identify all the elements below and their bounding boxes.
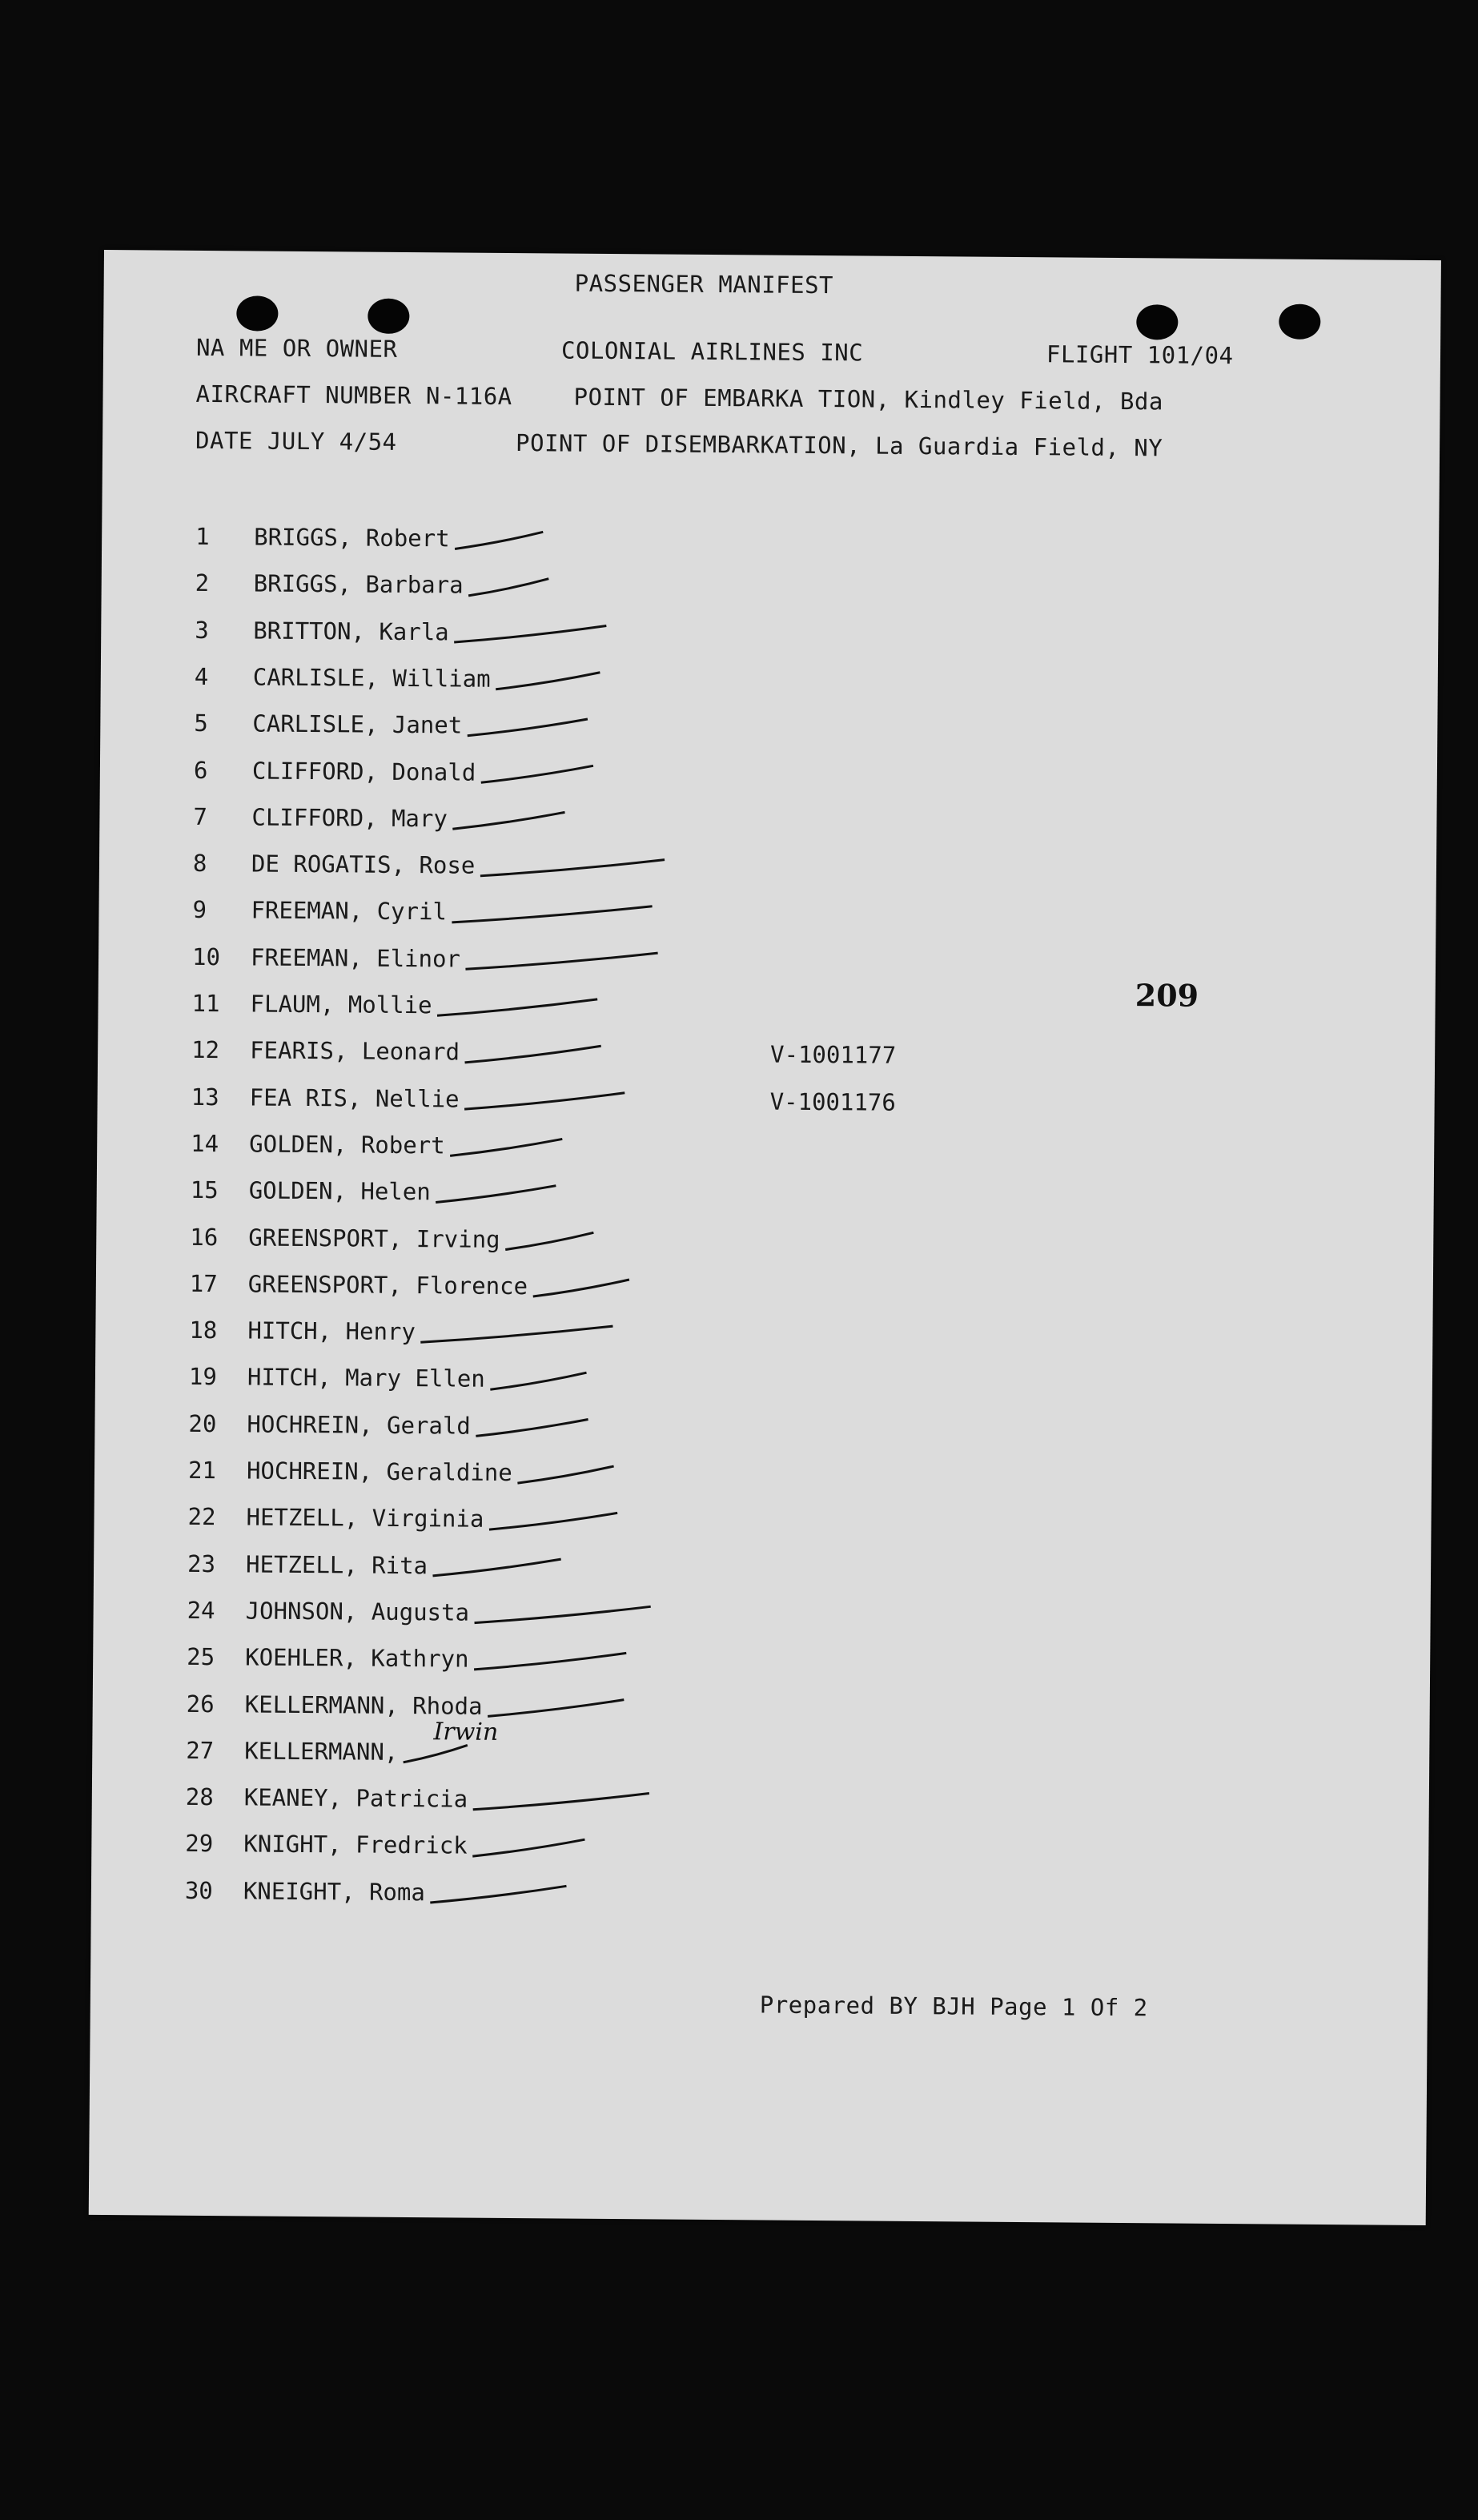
- visa-number: V-1001176: [769, 1087, 896, 1116]
- passenger-name: KOEHLER, Kathryn: [245, 1643, 469, 1673]
- row-number: 29: [185, 1830, 214, 1858]
- passenger-name: DE ROGATIS, Rose: [251, 850, 476, 879]
- row-number: 26: [186, 1690, 215, 1718]
- passenger-name: GOLDEN, Robert: [249, 1130, 445, 1160]
- row-number: 5: [194, 709, 208, 738]
- check-mark: [433, 1558, 561, 1577]
- check-mark: [464, 1091, 625, 1111]
- passenger-name: BRIGGS, Barbara: [253, 569, 464, 599]
- passenger-name: FREEMAN, Cyril: [251, 896, 448, 926]
- check-mark: [450, 1138, 562, 1156]
- check-mark: [465, 951, 657, 971]
- visa-number: V-1001177: [770, 1040, 897, 1070]
- row-number: 18: [189, 1316, 218, 1344]
- check-mark: [452, 811, 564, 830]
- row-number: 13: [191, 1083, 219, 1111]
- check-mark: [465, 1045, 601, 1063]
- check-mark: [454, 625, 606, 643]
- row-number: 25: [187, 1643, 215, 1671]
- row-number: 16: [190, 1223, 219, 1251]
- row-number: 11: [191, 989, 220, 1018]
- row-number: 12: [191, 1036, 220, 1064]
- row-number: 19: [188, 1363, 218, 1391]
- row-number: 9: [192, 896, 207, 924]
- check-mark: [476, 1418, 588, 1437]
- check-mark: [468, 718, 588, 737]
- passenger-name: FREEMAN, Elinor: [250, 943, 461, 973]
- passenger-name: KEANEY, Patricia: [243, 1783, 468, 1813]
- row-number: 2: [195, 569, 210, 597]
- row-number: 8: [192, 849, 207, 878]
- check-mark: [533, 1279, 629, 1297]
- check-mark: [452, 905, 652, 924]
- passenger-name: FEA RIS, Nellie: [249, 1083, 460, 1113]
- check-mark: [475, 1606, 651, 1625]
- passenger-name: CLIFFORD, Donald: [251, 756, 476, 786]
- row-number: 7: [193, 802, 208, 830]
- row-number: 27: [186, 1736, 215, 1764]
- passenger-name: KELLERMANN,: [244, 1737, 399, 1766]
- stamp-number: 209: [1135, 977, 1199, 1014]
- row-number: 14: [191, 1129, 219, 1158]
- row-number: 1: [195, 522, 210, 551]
- check-mark: [472, 1839, 584, 1857]
- row-number: 20: [188, 1409, 217, 1437]
- row-number: 24: [187, 1596, 215, 1625]
- check-mark: [474, 1652, 626, 1670]
- passenger-name: FEARIS, Leonard: [250, 1036, 460, 1066]
- punch-hole-2: [367, 299, 409, 334]
- row-number: 15: [190, 1176, 219, 1204]
- check-mark: [420, 1324, 612, 1344]
- check-mark: [473, 1792, 649, 1811]
- passenger-name: CLIFFORD, Mary: [251, 803, 448, 833]
- row-number: 28: [185, 1782, 214, 1811]
- passenger-name: KELLERMANN, Rhoda: [244, 1690, 483, 1720]
- passenger-name: HETZELL, Rita: [245, 1550, 428, 1579]
- manifest-date: DATE JULY 4/54: [195, 426, 397, 456]
- passenger-name: HITCH, Mary Ellen: [247, 1363, 485, 1393]
- handwritten-correction: Irwin: [433, 1718, 499, 1746]
- passenger-name: GREENSPORT, Florence: [247, 1270, 528, 1300]
- row-number: 3: [195, 616, 209, 644]
- passenger-name: HOCHREIN, Gerald: [247, 1410, 471, 1440]
- passenger-name: BRITTON, Karla: [253, 617, 449, 645]
- punch-hole-3: [1136, 304, 1178, 340]
- row-number: 10: [191, 942, 221, 971]
- passenger-name: JOHNSON, Augusta: [245, 1597, 470, 1626]
- row-number: 4: [194, 662, 209, 690]
- passenger-name: CARLISLE, William: [252, 663, 491, 693]
- embarkation-point: POINT OF EMBARKA TION, Kindley Field, Bda: [573, 383, 1164, 416]
- check-mark: [489, 1512, 617, 1530]
- manifest-title: PASSENGER MANIFEST: [574, 269, 834, 299]
- check-mark: [404, 1745, 468, 1763]
- passenger-name: GREENSPORT, Irving: [248, 1223, 500, 1253]
- row-number: 17: [189, 1269, 218, 1297]
- passenger-name: BRIGGS, Robert: [254, 523, 450, 553]
- check-mark: [436, 1184, 556, 1203]
- check-mark: [480, 858, 665, 878]
- passenger-name: KNIGHT, Fredrick: [243, 1830, 468, 1860]
- row-number: 22: [187, 1503, 216, 1531]
- passenger-name: HETZELL, Virginia: [246, 1503, 484, 1533]
- manifest-page: [89, 250, 1441, 2225]
- passenger-name: HITCH, Henry: [247, 1316, 416, 1346]
- check-mark: [496, 672, 600, 690]
- check-mark: [490, 1372, 586, 1390]
- passenger-name: FLAUM, Mollie: [250, 990, 432, 1019]
- check-mark: [437, 998, 597, 1017]
- passenger-name: CARLISLE, Janet: [252, 709, 463, 739]
- check-mark: [481, 765, 593, 783]
- check-mark: [430, 1885, 566, 1903]
- check-mark: [517, 1465, 613, 1484]
- disembarkation-point: POINT OF DISEMBARKATION, La Guardia Field, NY: [515, 429, 1163, 462]
- punch-hole-1: [236, 295, 278, 331]
- check-mark: [488, 1698, 624, 1717]
- passenger-name: HOCHREIN, Geraldine: [246, 1457, 512, 1487]
- owner-label: NA ME OR OWNER: [195, 333, 398, 363]
- row-number: 21: [187, 1456, 217, 1485]
- row-number: 30: [184, 1876, 213, 1904]
- footer-prepared-by: Prepared BY BJH Page 1 Of 2: [759, 1991, 1148, 2022]
- check-mark: [455, 531, 543, 549]
- check-mark: [468, 578, 548, 597]
- aircraft-number: AIRCRAFT NUMBER N-116A: [195, 380, 512, 411]
- flight-number: FLIGHT 101/04: [1046, 340, 1234, 370]
- row-number: 6: [193, 756, 208, 784]
- punch-hole-4: [1279, 304, 1320, 340]
- row-number: 23: [187, 1549, 216, 1578]
- passenger-name: GOLDEN, Helen: [248, 1176, 431, 1206]
- check-mark: [505, 1232, 593, 1250]
- owner-value: COLONIAL AIRLINES INC: [560, 336, 864, 367]
- passenger-name: KNEIGHT, Roma: [243, 1877, 426, 1906]
